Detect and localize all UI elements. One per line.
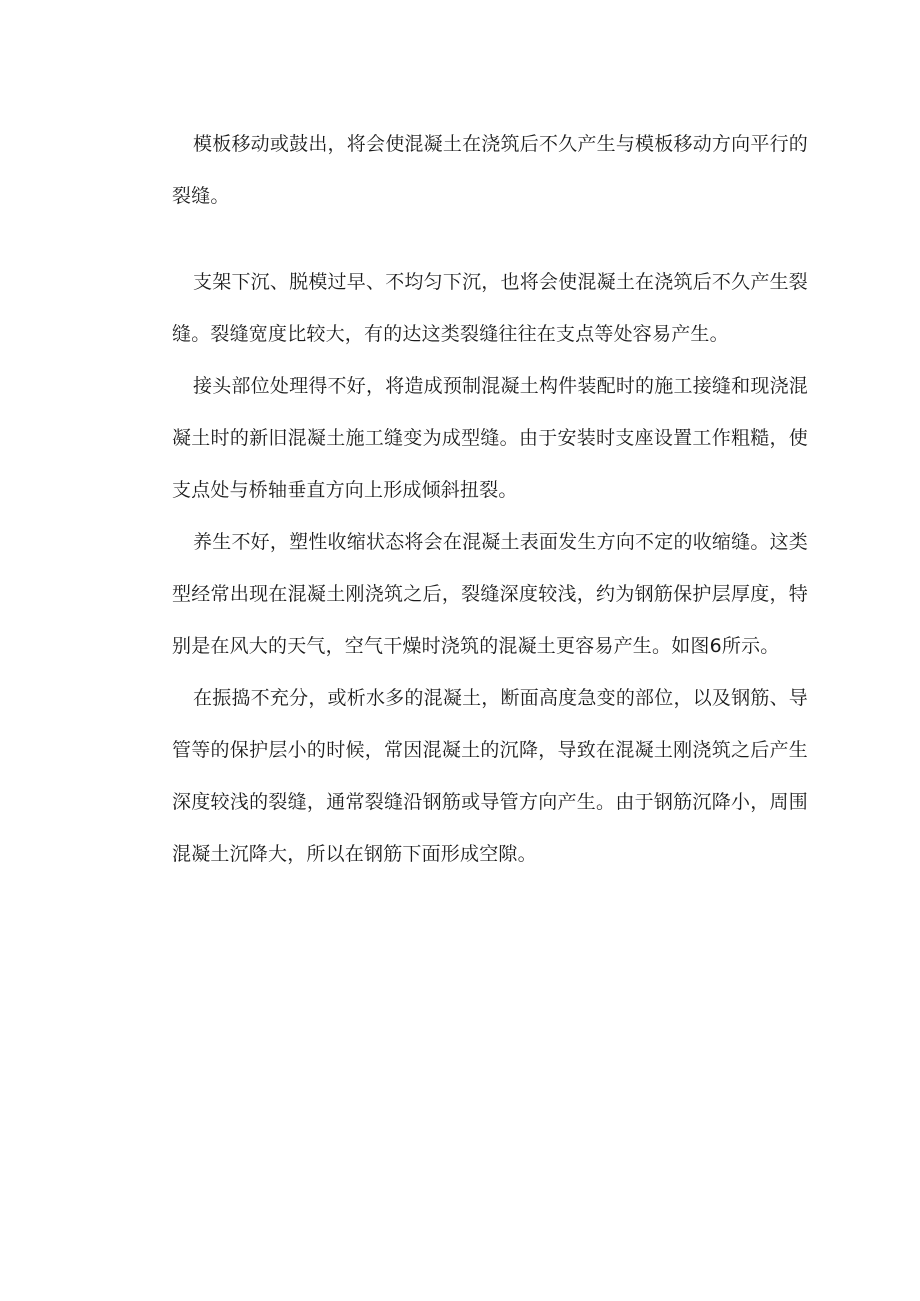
paragraph-vibration-settlement: 在振捣不充分，或析水多的混凝土，断面高度急变的部位，以及钢筋、导管等的保护层小的时候，常因混凝土的沉降，导致在混凝土刚浇筑之后产生深度较浅的裂缝，通常裂缝沿钢筋或导管方向产生。由于钢筋沉降小，周围混凝土沉降大，所以在钢筋下面形成空隙。 (172, 687, 808, 865)
paragraph-curing-shrinkage: 养生不好，塑性收缩状态将会在混凝土表面发生方向不定的收缩缝。这类型经常出现在混凝土刚浇筑之后，裂缝深度较浅，约为钢筋保护层厚度，特别是在风大的天气，空气干燥时浇筑的混凝土更容易产生。如图6所示。 (172, 531, 808, 657)
paragraph-formwork-movement: 模板移动或鼓出，将会使混凝土在浇筑后不久产生与模板移动方向平行的裂缝。 (172, 133, 808, 207)
paragraph-support-settlement: 支架下沉、脱模过早、不均匀下沉，也将会使混凝土在浇筑后不久产生裂缝。裂缝宽度比较大，有的达这类裂缝往往在支点等处容易产生。 (172, 271, 808, 345)
paragraph-joint-treatment: 接头部位处理得不好，将造成预制混凝土构件装配时的施工接缝和现浇混凝土时的新旧混凝土施工缝变为成型缝。由于安装时支座设置工作粗糙，使支点处与桥轴垂直方向上形成倾斜扭裂。 (172, 375, 808, 501)
document-body (172, 118, 808, 880)
